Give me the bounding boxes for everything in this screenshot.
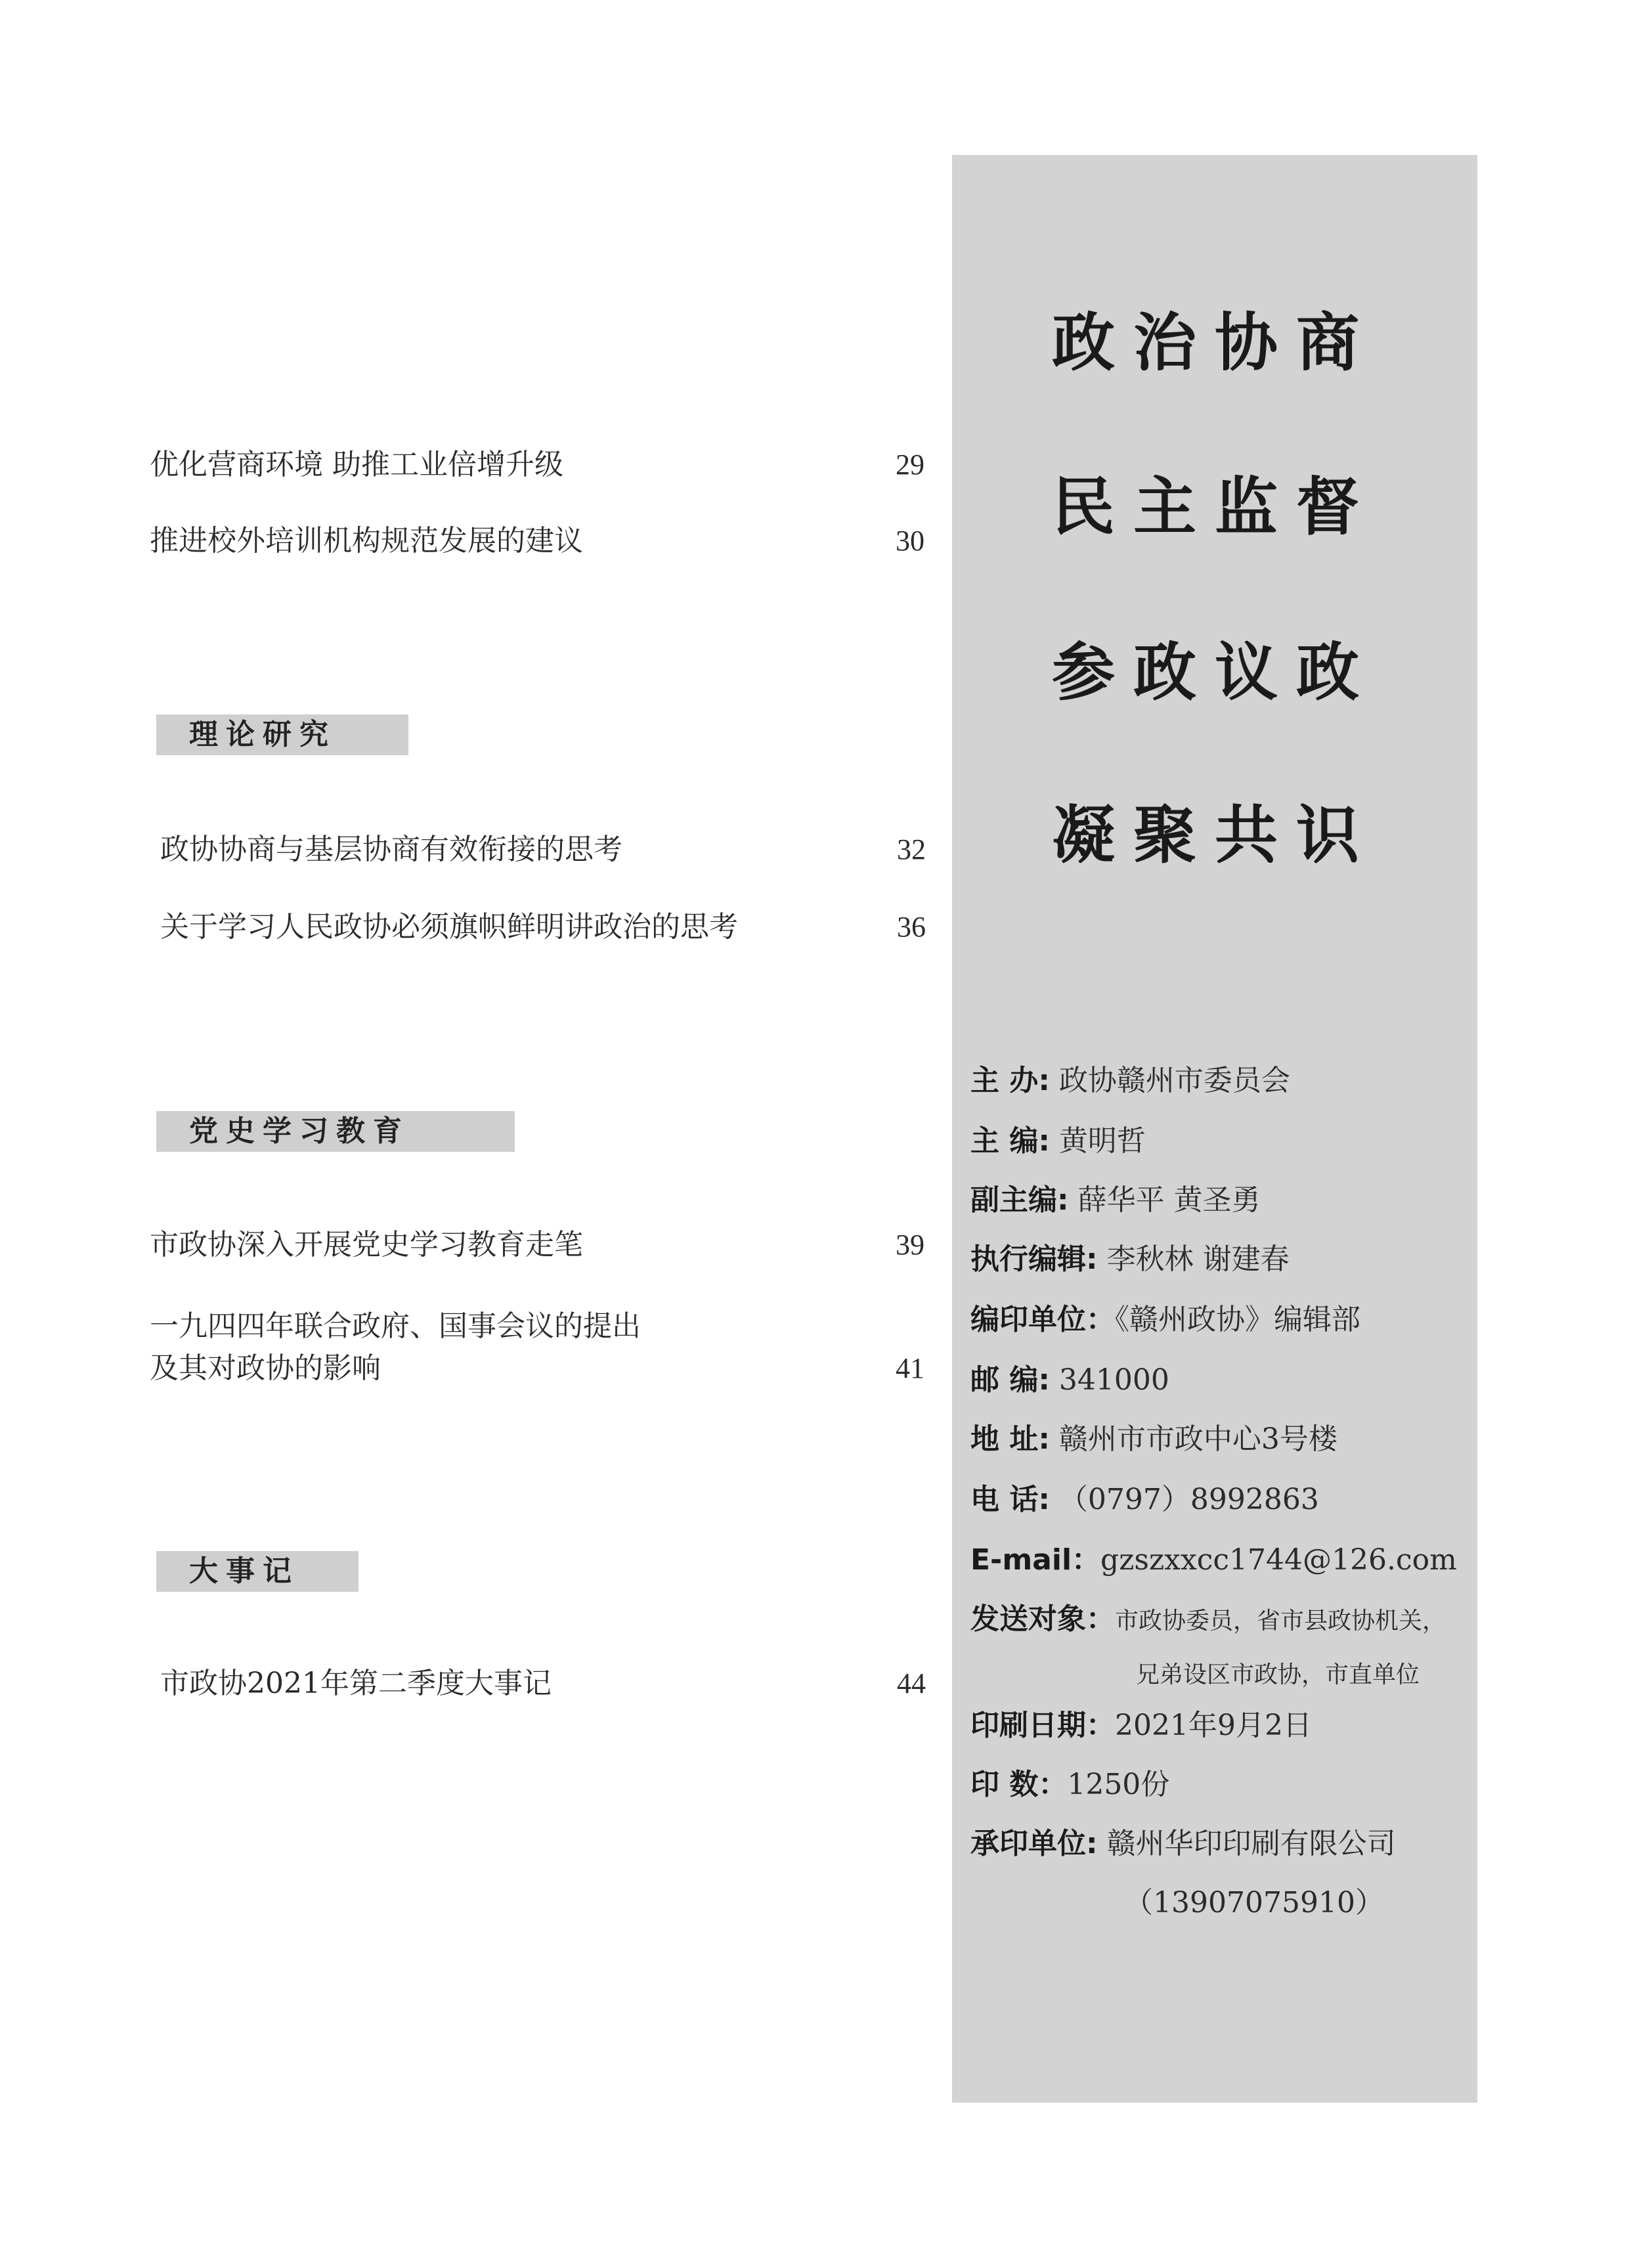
info-row-deputy-editor — [970, 1181, 1469, 1220]
info-value: 赣州华印印刷有限公司 — [1106, 1827, 1396, 1860]
info-value: 2021年9月2日 — [1115, 1709, 1312, 1742]
section-heading: 理论研究 — [156, 714, 408, 755]
info-value: gzszxxcc1744@126.com — [1100, 1543, 1457, 1577]
toc-entry-title: 优化营商环境 助推工业倍增升级 — [150, 448, 563, 481]
info-value: （13907075910） — [1124, 1886, 1384, 1919]
toc-entry-title: 市政协2021年第二季度大事记 — [160, 1667, 552, 1700]
toc-entry-title: 关于学习人民政协必须旗帜鲜明讲政治的思考 — [160, 910, 738, 944]
slogan: 民主监督 — [1052, 470, 1378, 544]
info-label: 编印单位： — [970, 1303, 1115, 1336]
info-value: 李秋林 谢建春 — [1106, 1242, 1290, 1276]
info-row-address — [970, 1420, 1469, 1459]
toc-entry-title: 政协协商与基层协商有效衔接的思考 — [160, 833, 622, 866]
info-row-email — [970, 1541, 1469, 1580]
toc-entry-page: 29 — [896, 449, 924, 481]
toc-entry-title-line2: 及其对政协的影响 — [150, 1351, 381, 1385]
section-heading: 大事记 — [156, 1551, 359, 1592]
toc-entry-page: 41 — [896, 1352, 924, 1384]
info-label: 发送对象： — [970, 1602, 1115, 1636]
info-row-distribution — [970, 1600, 1469, 1641]
info-value: 市政协委员，省市县政协机关， — [1115, 1608, 1446, 1634]
info-row-printer-cont — [1124, 1883, 1623, 1923]
info-label: 印 数： — [970, 1768, 1068, 1801]
info-label: E-mail： — [970, 1543, 1101, 1577]
info-row-printer — [970, 1824, 1469, 1864]
toc-entry-page: 39 — [896, 1229, 924, 1261]
info-row-postcode — [970, 1361, 1469, 1400]
toc-entry-title: 市政协深入开展党史学习教育走笔 — [150, 1228, 583, 1261]
toc-entry[interactable] — [150, 1224, 924, 1266]
info-row-phone — [970, 1480, 1469, 1520]
slogan: 参政议政 — [1052, 635, 1378, 709]
slogan: 凝聚共识 — [1052, 798, 1378, 872]
info-row-editor — [970, 1122, 1469, 1161]
info-value: 341000 — [1058, 1363, 1169, 1397]
info-label: 副主编: — [970, 1183, 1069, 1217]
info-row-distribution-cont — [1136, 1654, 1635, 1695]
info-row-sponsor — [970, 1061, 1469, 1101]
info-value: 政协赣州市委员会 — [1058, 1064, 1290, 1097]
toc-entry[interactable] — [150, 520, 924, 562]
slogan: 政治协商 — [1052, 305, 1378, 380]
info-value: 薛华平 黄圣勇 — [1077, 1183, 1261, 1217]
toc-entry-page: 30 — [896, 525, 924, 557]
info-row-executive-editor — [970, 1240, 1469, 1279]
toc-entry-page: 44 — [897, 1667, 926, 1699]
toc-entry[interactable] — [150, 444, 924, 486]
info-value: 《赣州政协》编辑部 — [1115, 1303, 1360, 1336]
info-value: 黄明哲 — [1058, 1124, 1146, 1158]
masthead-panel — [952, 155, 1477, 2103]
info-row-publisher — [970, 1300, 1469, 1340]
info-row-print-date — [970, 1706, 1469, 1745]
info-row-print-count — [970, 1765, 1469, 1805]
info-label: 印刷日期： — [970, 1709, 1115, 1742]
toc-entry-page: 36 — [897, 911, 926, 943]
info-label: 主 办: — [970, 1064, 1050, 1097]
toc-entry[interactable] — [150, 1305, 924, 1390]
info-value: （0797）8992863 — [1058, 1483, 1319, 1516]
info-value: 兄弟设区市政协，市直单位 — [1136, 1661, 1420, 1688]
toc-entry[interactable] — [160, 906, 926, 948]
toc-entry[interactable] — [160, 829, 926, 871]
info-label: 地 址: — [970, 1422, 1050, 1456]
section-heading: 党史学习教育 — [156, 1111, 515, 1152]
toc-entry-page: 32 — [897, 833, 926, 866]
toc-entry-title: 推进校外培训机构规范发展的建议 — [150, 524, 583, 558]
toc-entry[interactable] — [160, 1663, 926, 1705]
info-label: 电 话: — [970, 1483, 1050, 1516]
info-label: 执行编辑: — [970, 1242, 1098, 1276]
info-label: 承印单位: — [970, 1827, 1098, 1860]
info-label: 邮 编: — [970, 1363, 1050, 1397]
info-label: 主 编: — [970, 1124, 1050, 1158]
info-value: 赣州市市政中心3号楼 — [1058, 1422, 1337, 1456]
toc-entry-title-line1: 一九四四年联合政府、国事会议的提出 — [150, 1309, 641, 1343]
info-value: 1250份 — [1067, 1768, 1170, 1801]
